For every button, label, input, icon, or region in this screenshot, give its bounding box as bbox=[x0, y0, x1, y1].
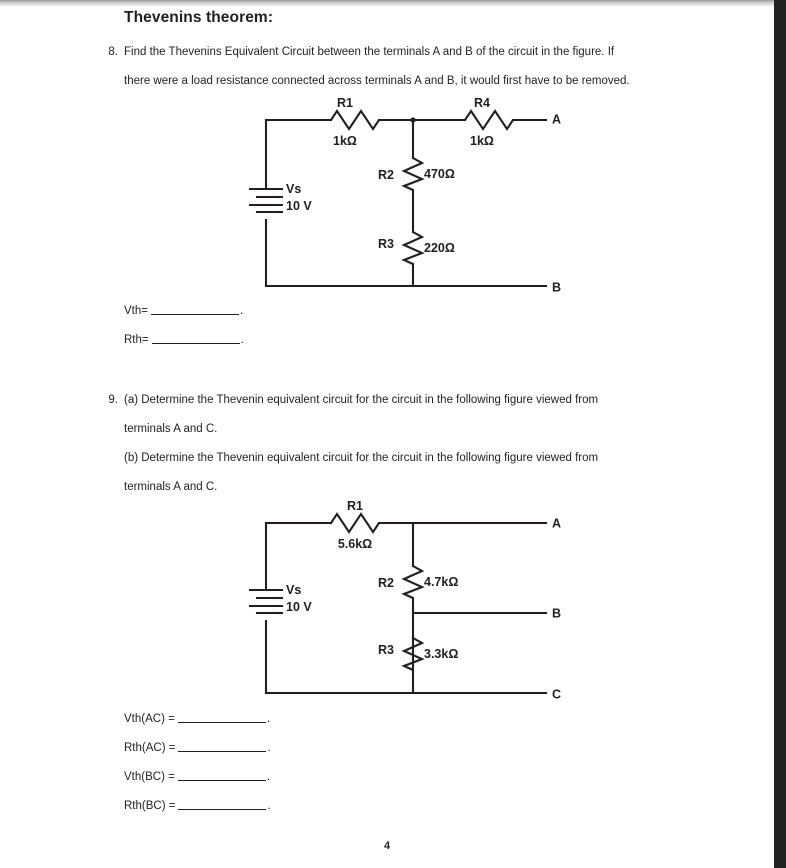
page-title: Thevenins theorem: bbox=[124, 9, 274, 26]
battery-symbol-1 bbox=[250, 189, 282, 212]
resistor-r1-symbol-2 bbox=[331, 514, 379, 532]
answer-rth-ac-rule[interactable] bbox=[178, 751, 266, 752]
terminal-label-a-2: A bbox=[552, 516, 562, 531]
terminal-label-b: B bbox=[552, 280, 562, 295]
answer-rth-q8-suffix: . bbox=[240, 334, 244, 346]
answer-vth-bc-label: Vth(BC) = bbox=[124, 771, 175, 783]
answer-vth-q8-rule[interactable] bbox=[151, 314, 239, 315]
question-9-line-3: (b) Determine the Thevenin equivalent circuit for the circuit in the following figure viewed from bbox=[124, 452, 599, 464]
page-number: 4 bbox=[383, 840, 391, 852]
label-r1-value-2: 5.6kΩ bbox=[337, 537, 373, 551]
terminal-label-a: A bbox=[552, 112, 562, 127]
answer-vth-q8-label: Vth= bbox=[124, 305, 148, 317]
label-r3-value: 220Ω bbox=[424, 241, 455, 255]
label-vs-ref-2: Vs bbox=[286, 583, 302, 597]
label-vs-value: 10 V bbox=[286, 199, 312, 213]
label-r1-value: 1kΩ bbox=[333, 134, 357, 148]
label-r4-ref: R4 bbox=[474, 96, 490, 110]
label-r1-ref-2: R1 bbox=[347, 499, 363, 513]
label-r2-ref: R2 bbox=[378, 168, 394, 182]
label-r4-value: 1kΩ bbox=[470, 134, 494, 148]
question-9-number: 9. bbox=[108, 394, 118, 406]
question-9-line-4: terminals A and C. bbox=[124, 481, 218, 493]
label-vs-value-2: 10 V bbox=[286, 600, 312, 614]
answer-rth-bc-rule[interactable] bbox=[178, 809, 266, 810]
battery-symbol-2 bbox=[250, 590, 282, 613]
answer-rth-ac[interactable] bbox=[124, 742, 271, 754]
question-9-line-2: terminals A and C. bbox=[124, 423, 218, 435]
answer-rth-ac-suffix: . bbox=[267, 742, 271, 754]
answer-vth-ac-suffix: . bbox=[266, 713, 271, 725]
resistor-r3-symbol bbox=[404, 232, 422, 264]
label-r2-ref-2: R2 bbox=[378, 576, 394, 590]
question-8-line-2: there were a load resistance connected across terminals A and B, it would first have to be removed. bbox=[124, 75, 630, 87]
question-8-line-1: Find the Thevenins Equivalent Circuit between the terminals A and B of the circuit in the figure. If bbox=[124, 46, 615, 58]
answer-vth-ac[interactable] bbox=[124, 713, 270, 725]
answer-rth-bc-suffix: . bbox=[267, 800, 271, 812]
answer-rth-bc-label: Rth(BC) = bbox=[124, 800, 176, 812]
answer-rth-q8-rule[interactable] bbox=[152, 343, 240, 344]
page-top-shadow bbox=[0, 0, 774, 7]
label-r3-ref-2: R3 bbox=[378, 643, 394, 657]
answer-vth-bc[interactable] bbox=[124, 771, 270, 783]
circuit-svg-1 bbox=[246, 98, 566, 303]
label-r2-value-2: 4.7kΩ bbox=[424, 575, 459, 589]
resistor-r4-symbol bbox=[465, 111, 513, 129]
answer-rth-q8[interactable] bbox=[124, 334, 244, 346]
question-8-number: 8. bbox=[108, 46, 118, 58]
answer-vth-bc-rule[interactable] bbox=[178, 780, 266, 781]
answer-vth-q8-suffix: . bbox=[239, 305, 244, 317]
terminal-label-b-2: B bbox=[552, 606, 562, 621]
junction-dot-top bbox=[410, 117, 415, 122]
answer-vth-ac-rule[interactable] bbox=[178, 722, 266, 723]
resistor-r1-symbol bbox=[331, 111, 379, 129]
figure-thevenin-circuit-ab bbox=[246, 98, 566, 303]
answer-vth-bc-suffix: . bbox=[266, 771, 271, 783]
terminal-label-c-2: C bbox=[552, 687, 562, 702]
page-right-gutter bbox=[774, 0, 786, 868]
resistor-r2-symbol bbox=[404, 158, 422, 190]
answer-vth-ac-label: Vth(AC) = bbox=[124, 713, 175, 725]
figure-thevenin-circuit-abc bbox=[246, 499, 566, 708]
label-r3-value-2: 3.3kΩ bbox=[424, 647, 459, 661]
label-r3-ref: R3 bbox=[378, 237, 394, 251]
label-vs-ref: Vs bbox=[286, 182, 302, 196]
resistor-r2-symbol-2 bbox=[404, 566, 422, 598]
circuit-svg-2 bbox=[246, 499, 566, 708]
label-r2-value: 470Ω bbox=[424, 167, 455, 181]
answer-rth-ac-label: Rth(AC) = bbox=[124, 742, 176, 754]
question-9-line-1: (a) Determine the Thevenin equivalent circuit for the circuit in the following figure viewed from bbox=[124, 394, 599, 406]
answer-vth-q8[interactable] bbox=[124, 305, 243, 317]
label-r1-ref: R1 bbox=[337, 96, 353, 110]
answer-rth-q8-label: Rth= bbox=[124, 334, 149, 346]
answer-rth-bc[interactable] bbox=[124, 800, 271, 812]
